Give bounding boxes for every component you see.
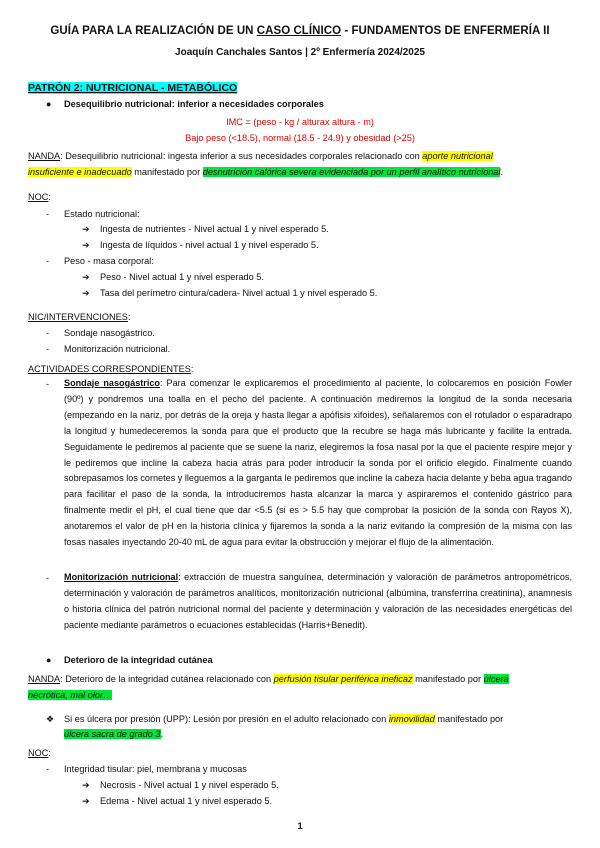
noc2-dash: - bbox=[46, 764, 50, 774]
noc2-group-title: Integridad tisular: piel, membrana y mucosas bbox=[64, 764, 247, 774]
noc1-dash-2: - bbox=[46, 256, 50, 266]
document-subtitle: Joaquín Canchales Santos | 2º Enfermería 2024/2025 bbox=[175, 47, 425, 58]
noc1-item: Peso - Nivel actual 1 y nivel esperado 5. bbox=[100, 272, 264, 282]
nic-item: Monitorización nutricional. bbox=[64, 344, 171, 354]
upp-line2: úlcera sacra de grado 3. bbox=[64, 729, 164, 739]
section1-bullet: ● bbox=[46, 99, 52, 109]
arrow-icon: ➔ bbox=[82, 272, 90, 282]
activities-dash-2: - bbox=[46, 573, 50, 583]
nanda1-line1: NANDA: Desequilibrio nutricional: ingesta inferior a sus necesidades corporales relacionado con aporte nutricional bbox=[28, 151, 493, 161]
section2-bullet: ● bbox=[46, 655, 52, 665]
pattern-heading: PATRÓN 2: NUTRICIONAL - METABÓLICO bbox=[28, 82, 238, 94]
activities-dash-1: - bbox=[46, 379, 50, 389]
noc1-group-title-2: Peso - masa corporal: bbox=[64, 256, 154, 266]
noc1-dash-1: - bbox=[46, 209, 50, 219]
noc2-item: Edema - Nivel actual 1 y nivel esperado 5. bbox=[100, 796, 273, 806]
noc1-label: NOC: bbox=[28, 192, 51, 202]
arrow-icon: ➔ bbox=[82, 288, 90, 298]
imc-formula: IMC = (peso - kg / alturax altura - m) bbox=[226, 117, 374, 127]
upp-line1: Si es úlcera por presión (UPP): Lesión por presión en el adulto relacionado con inmovilidad manifestado por bbox=[64, 714, 504, 724]
noc1-item: Ingesta de nutrientes - Nivel actual 1 y nivel esperado 5. bbox=[100, 224, 329, 234]
activities-label: ACTIVIDADES CORRESPONDIENTES: bbox=[28, 364, 194, 374]
noc1-item: Ingesta de líquidos - nivel actual 1 y nivel esperado 5. bbox=[100, 240, 319, 250]
nic-label: NIC/INTERVENCIONES: bbox=[28, 312, 131, 322]
nanda2-line2: necrótica, mal olor… bbox=[28, 690, 113, 700]
noc1-group-title-1: Estado nutricional: bbox=[64, 209, 140, 219]
arrow-icon: ➔ bbox=[82, 240, 90, 250]
section2-label: Deterioro de la integridad cutánea bbox=[64, 655, 213, 665]
nic-dash: - bbox=[46, 328, 50, 338]
imc-ranges: Bajo peso (<18.5), normal (18.5 - 24.9) y obesidad (>25) bbox=[185, 133, 415, 143]
noc1-item: Tasa del perímetro cintura/cadera- Nivel actual 1 y nivel esperado 5. bbox=[100, 288, 378, 298]
section1-label: Desequilibrio nutricional: inferior a necesidades corporales bbox=[64, 99, 324, 109]
arrow-icon: ➔ bbox=[82, 796, 90, 806]
activity-sondaje: Sondaje nasogástrico: Para comenzar le explicaremos el procedimiento al paciente, lo colocaremos en posición Fowler (90º) y pondremos una toalla en el pecho del paciente. A continuación mediremos la longitud de la sonda necesaria (empezando en la nariz, por detrás de la oreja y hasta llegar a apófisis xifoides), señalaremos con el rotulador o esparadrapo la longitud y humedeceremos la sonda para que el producto que la recubre se haga más lubricante y facilite la entrada. Seguidamente le pediremos al paciente que se suene la nariz, elegiremos la fosa nasal por la que el paciente respire mejor y le pediremos que incline la cabeza hacia atrás para poder introducir la sonda por el orificio elegido. Finalmente cuando sobrepasamos los cornetes y lleguemos a la garganta le pediremos que incline la cabeza hacia delante y beba agua tragando para facilitar el paso de la sonda, la introduciremos hasta alcanzar la marca y aspiraremos el contenido gástrico para finalmente medir el pH, el cual tiene que dar <5.5 (si es > 5.5 hay que comprobar la posición de la sonda con Rayos X), anotaremos el valor de pH en la historia clínica y fijaremos la sonda a la nariz evitando la compresión de la misma con las fosas nasales inyectando 20-40 mL de agua para evitar la obstrucción y mejorar el flujo de la alimentación. bbox=[64, 378, 572, 548]
document-title: GUÍA PARA LA REALIZACIÓN DE UN CASO CLÍNICO - FUNDAMENTOS DE ENFERMERÍA II bbox=[50, 25, 550, 37]
arrow-icon: ➔ bbox=[82, 780, 90, 790]
activity-monitorizacion: Monitorización nutricional: extracción de muestra sanguínea, determinación y valoración de parámetros antropométricos, determinación y valoración de parámetros analíticos, monitorización nutricional (albúmina, transferrina creatinina), anamnesis o historia clínica del patrón nutricional normal del paciente y determinación y valoración de las necesidades energéticas del paciente mediante parámetros o ecuaciones establecidas (Harris+Benedit). bbox=[64, 572, 572, 630]
nic-item: Sondaje nasogástrico. bbox=[64, 328, 155, 338]
nic-dash: - bbox=[46, 344, 50, 354]
nanda1-line2: insuficiente e inadecuado manifestado por desnutrición calórica severa evidenciada por un perfil analítico nutricional. bbox=[28, 167, 504, 177]
page-number: 1 bbox=[297, 821, 303, 831]
arrow-icon: ➔ bbox=[82, 224, 90, 234]
diamond-bullet-icon: ❖ bbox=[46, 714, 55, 724]
noc2-label: NOC: bbox=[28, 748, 51, 758]
nanda2-line1: NANDA: Deterioro de la integridad cutánea relacionado con perfusión tisular periférica ineficaz manifestado por úlcera bbox=[28, 674, 509, 684]
noc2-item: Necrosis - Nivel actual 1 y nivel esperado 5. bbox=[100, 780, 279, 790]
